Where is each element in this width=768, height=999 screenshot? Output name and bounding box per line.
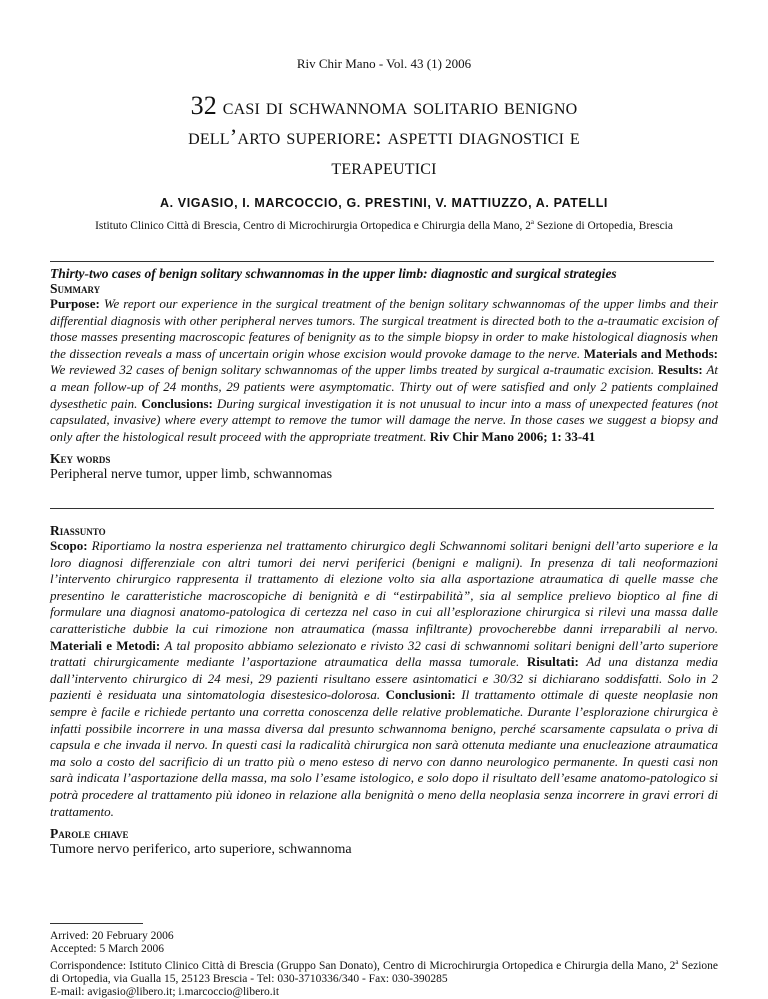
affiliation [0,218,768,232]
affiliation-text: Istituto Clinico Città di Brescia, Centro di Microchirurgia Ortopedica e Chirurgia della Mano, 2 [95,219,531,232]
correspondence [50,956,718,986]
keywords-text: Peripheral nerve tumor, upper limb, schwannomas [50,467,333,483]
correspondence-sup: a [675,958,679,966]
keywords-heading: Key words [50,451,111,467]
divider-middle [50,508,714,509]
journal-header: Riv Chir Mano - Vol. 43 (1) 2006 [296,56,472,71]
metodi-label: Materiali e Metodi: [50,637,161,653]
conclusioni-label: Conclusioni: [385,687,456,703]
english-abstract [50,266,718,483]
arrived-date: Arrived: 20 February 2006 [50,930,174,942]
divider-top [50,261,714,262]
parole-chiave-heading: Parole chiave [50,826,129,842]
scopo-label: Scopo: [50,538,88,553]
parole-chiave-text: Tumore nervo periferico, arto superiore, schwannoma [50,842,352,858]
conclusions-label: Conclusions: [141,395,213,411]
english-title: Thirty-two cases of benign solitary schwannomas in the upper limb: diagnostic and surgical strategies [50,266,617,281]
purpose-label: Purpose: [50,296,100,311]
citation: Riv Chir Mano 2006; 1: 33-41 [429,428,596,444]
summary-heading: Summary [50,281,101,296]
title-line-3: terapeutici [331,154,437,179]
email-line: E-mail: avigasio@libero.it; i.marcoccio@libero.it [50,985,280,998]
conclusioni-text: Il trattamento ottimale di queste neoplasie non sempre è facile e richiede pertanto una corretta conoscenza delle relative problematiche. Durante l’esplorazione chirurgica è infatti possibile incorrere in una massa diversa dal presunto schwannoma benigno, perché scarsamente capsulata o priva di capsula e che invada il nervo. In questi casi la radicalità chirurgica non sarà ottenuta mediante una enucleazione atraumatica ma solo a costo del sacrificio di un tratto più o meno esteso di nervo con danno neurologico permanente. In questi casi non sarà indicata l’asportazione della massa, ma solo l’esame istologico, e solo dopo il risultato dell’esame anatomo-patologico si potrà procedere al trattamento più idoneo in relazione alla benignità o meno della neoplasia senza incorrere in gravi errori di trattamento. [50,687,719,819]
affiliation-sup: a [530,218,535,226]
risultati-label: Risultati: [526,654,579,670]
riassunto-body [50,538,718,820]
accepted-date: Accepted: 5 March 2006 [50,943,165,955]
conclusions-text: During surgical investigation it is not unusual to incur into a mass of unexpected features (not capsulated, invasive) where every attempt to remove the tumor will damage the nerve. In those cases we suggest a biopsy and only after the histological result proceed with the appropriate treatment. [50,395,718,444]
footnote-divider [50,923,143,924]
title-line-2: dell’arto superiore: aspetti diagnostici e [188,124,580,149]
title-line-1-text: casi di schwannoma solitario benigno [222,94,578,119]
title-number: 32 [190,91,217,120]
results-text: At a mean follow-up of 24 months, 29 patients were asymptomatic. Thirty out of were satisfied and only 2 patients complained dysesthetic pain. [50,362,718,411]
scopo-text: Riportiamo la nostra esperienza nel trattamento chirurgico degli Schwannomi solitari benigni dell’arto superiore e la loro diagnosi differenziale con altri tumori dei nervi periferici (benigni e maligni). In presenza di tali neoformazioni l’intervento chirurgico rappresenta il trattamento di elezione volto sia alla asportazione atraumatica di quelle masse che presentino le caratteristiche macroscopiche di benignità e di “estirpabilità”, sia al semplice prelievo bioptico al fine di formulare una diagnosi anatomo-patologica di certezza nel caso in cui all’esplorazione chirurgica si rilevi una massa dalle caratteristiche dubbie la cui rimozione non atraumatica (massa infiltrante) provocherebbe danni irreparabili al nervo. [50,538,719,636]
summary-body [50,296,718,445]
purpose-text: We report our experience in the surgical treatment of the benign solitary schwannomas of the upper limbs and their differential diagnosis with other peripheral nerves tumors. The surgical treatment is directed both to the a-traumatic excision of those masses presenting macroscopic features of benignity as to the simple biopsy in order to make histological diagnosis when the dissection reveals a mass of uncertain origin whose excision would provoke damage to the nerve. [50,296,719,361]
affiliation-text-end: Sezione di Ortopedia, Brescia [534,219,673,232]
article-title [60,91,708,182]
authors: A. VIGASIO, I. MARCOCCIO, G. PRESTINI, V. MATTIUZZO, A. PATELLI [160,196,608,210]
results-label: Results: [657,362,703,378]
riassunto-heading: Riassunto [50,523,106,538]
correspondence-text: Corrispondence: Istituto Clinico Città di Brescia (Gruppo San Donato), Centro di Microchirurgia Ortopedica e Chirurgia della Mano, 2 [50,959,676,972]
footnote [50,930,718,999]
metodi-text: A tal proposito abbiamo selezionato e rivisto 32 casi di schwannomi solitari benigni dell’arto superiore trattati chirurgicamente mediante l’asportazione atraumatica della massa tumorale. [50,637,718,670]
correspondence-text-end: Sezione di Ortopedia, via Gualla 15, 25123 Brescia - Tel: 030-3710336/340 - Fax: 030-390285 [50,959,718,985]
methods-text: We reviewed 32 cases of benign solitary schwannomas of the upper limbs treated by surgical a-traumatic excision. [50,362,655,378]
italian-abstract [50,523,718,858]
title-line-1 [60,91,708,122]
methods-label: Materials and Methods: [583,345,718,361]
risultati-text: Ad una distanza media dall’intervento chirurgico di 24 mesi, 29 pazienti risultano essere asintomatici e 30/32 si dichiarano soddisfatti. Solo in 2 pazienti è residuata una sintomatologia disestesico-dolorosa. [50,654,718,703]
